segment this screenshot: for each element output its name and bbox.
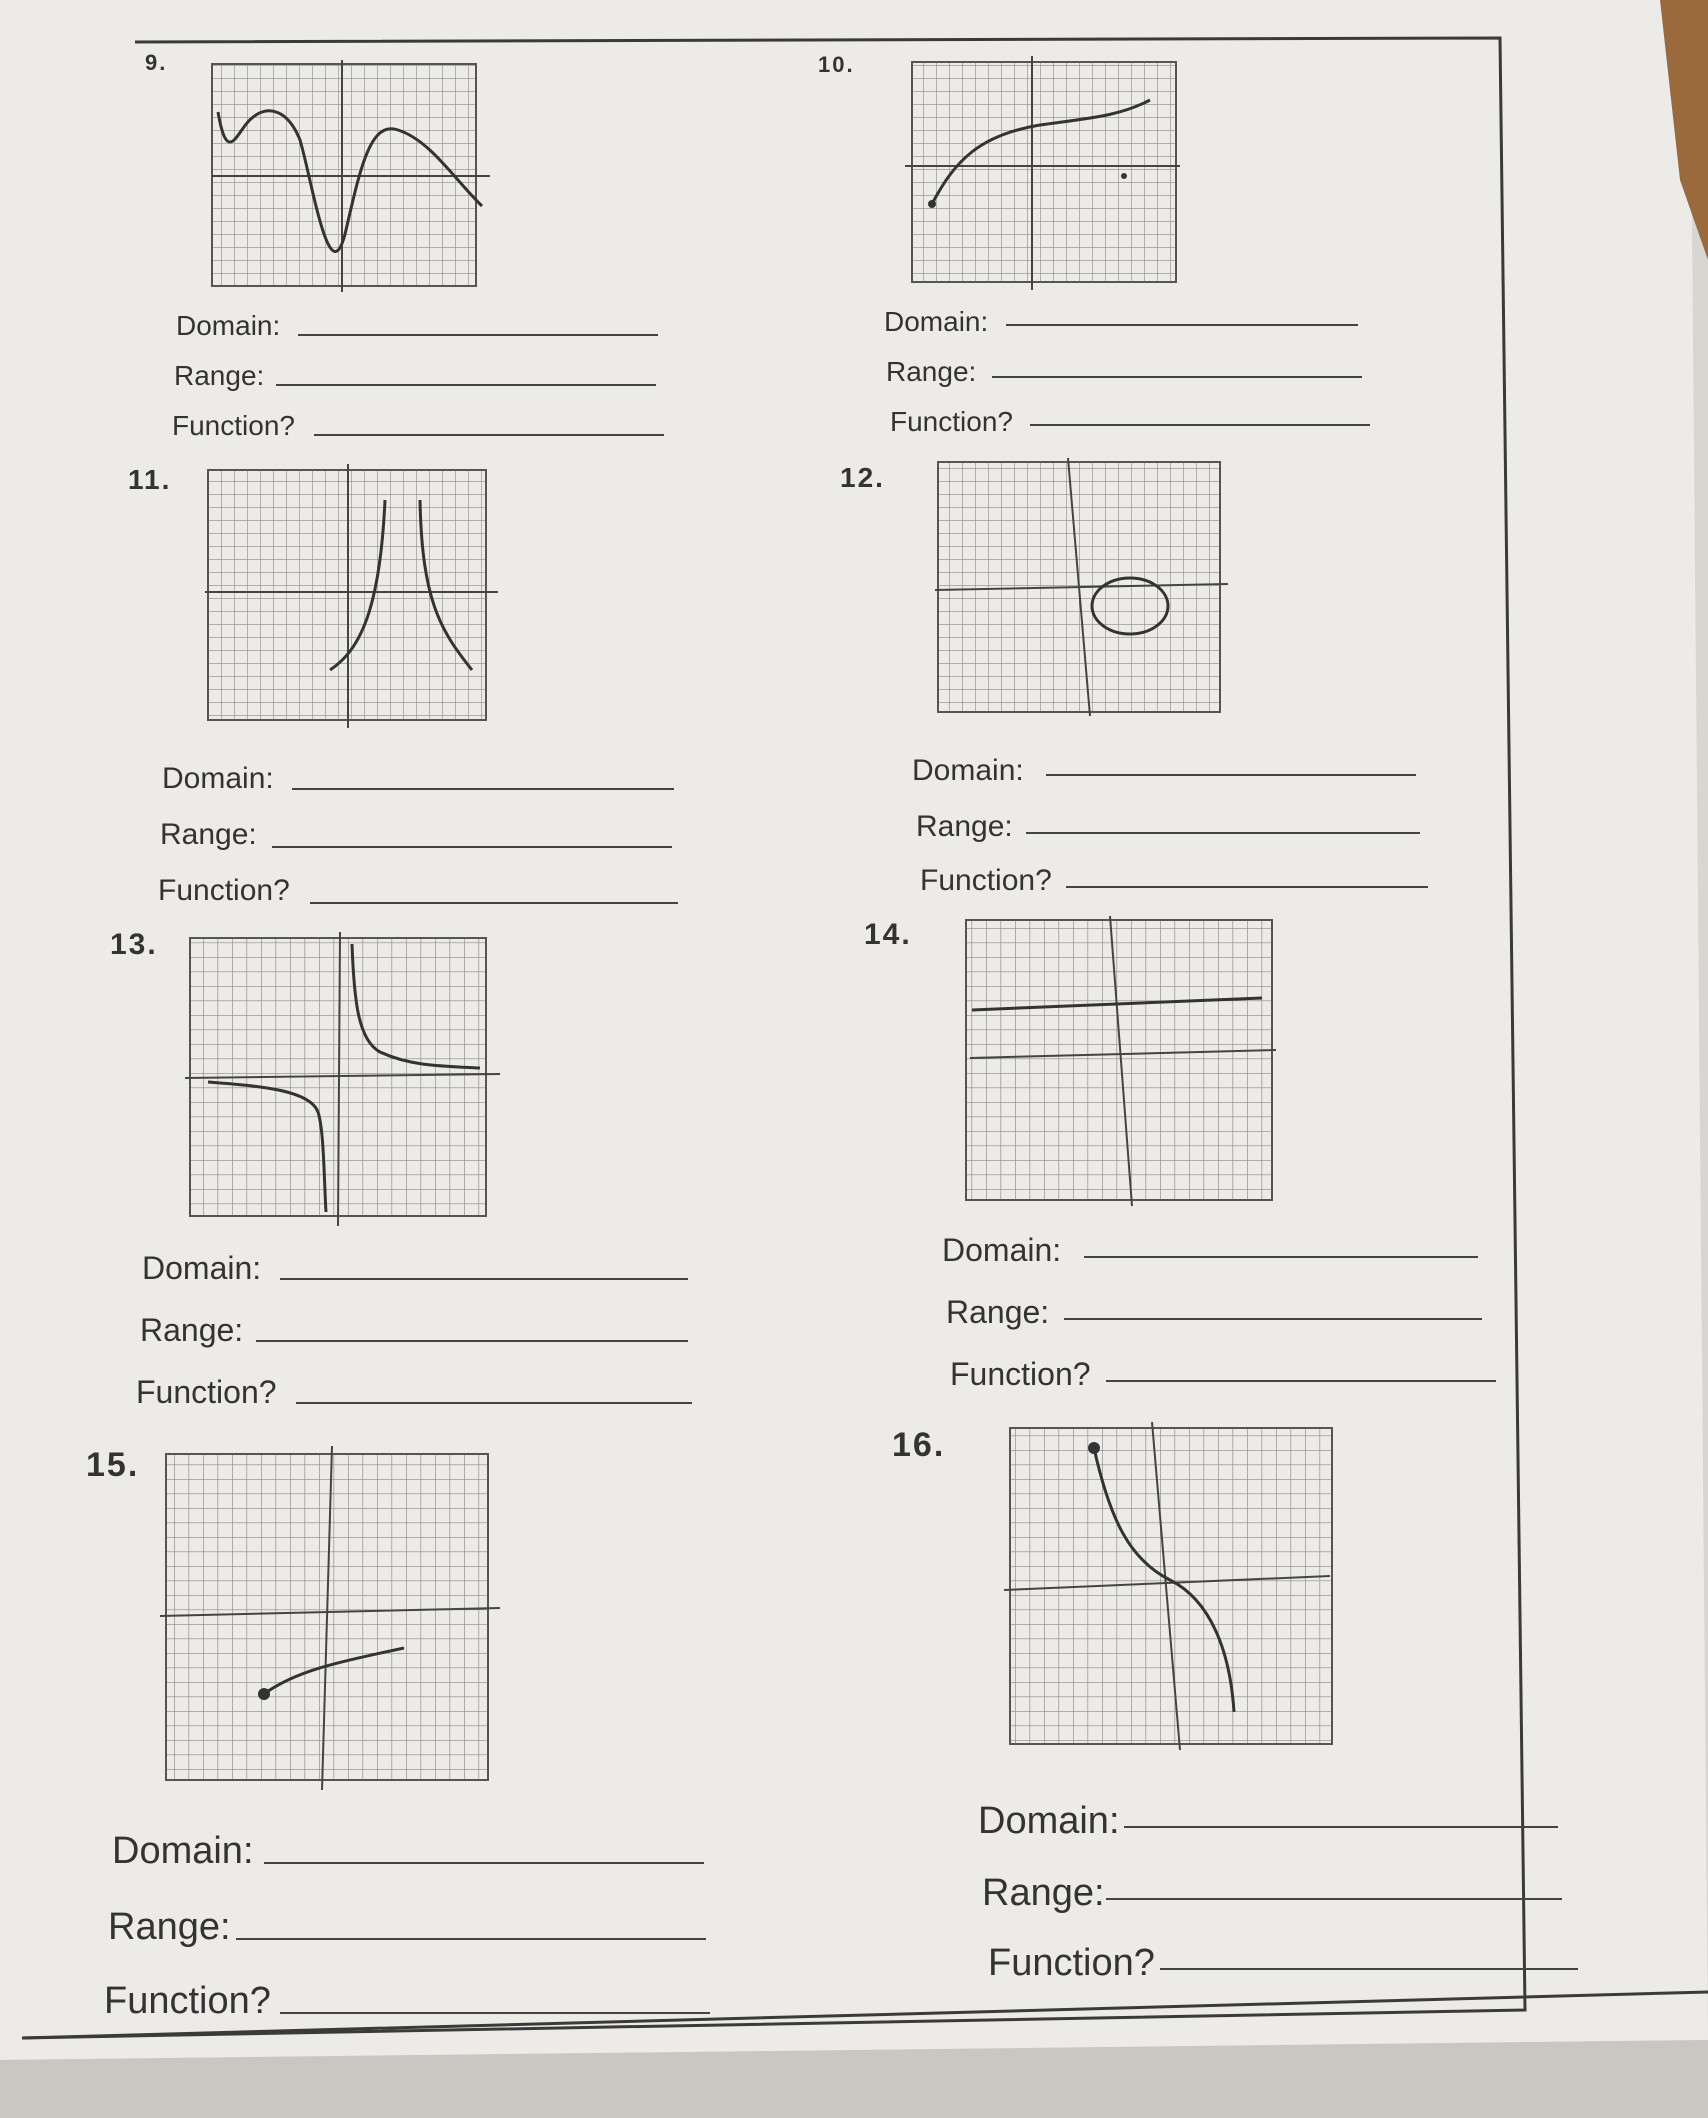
graph-11 <box>205 464 498 728</box>
function-label: Function? <box>136 1374 277 1410</box>
graph-14 <box>966 916 1276 1206</box>
problem-number: 12. <box>840 462 885 493</box>
function-answer-line[interactable] <box>310 902 678 904</box>
problem-number: 11. <box>128 464 172 495</box>
function-label: Function? <box>890 406 1013 437</box>
function-answer-line[interactable] <box>296 1402 692 1404</box>
domain-answer-line[interactable] <box>1046 774 1416 776</box>
graph-9 <box>212 60 490 292</box>
function-answer-line[interactable] <box>1106 1380 1496 1382</box>
domain-label: Domain: <box>142 1250 262 1286</box>
domain-answer-line[interactable] <box>264 1862 704 1864</box>
function-answer-line[interactable] <box>1030 424 1370 426</box>
domain-label: Domain: <box>176 310 281 341</box>
range-label: Range: <box>916 810 1013 843</box>
function-label: Function? <box>950 1356 1091 1392</box>
graph-12 <box>935 458 1228 716</box>
domain-label: Domain: <box>162 762 274 795</box>
problem-number: 10. <box>818 52 855 77</box>
range-answer-line[interactable] <box>1026 832 1420 834</box>
function-answer-line[interactable] <box>314 434 664 436</box>
function-answer-line[interactable] <box>280 2012 710 2014</box>
range-label: Range: <box>174 360 265 391</box>
problem-number: 16. <box>892 1426 946 1464</box>
function-label: Function? <box>172 410 295 441</box>
range-answer-line[interactable] <box>1106 1898 1562 1900</box>
domain-answer-line[interactable] <box>1124 1826 1558 1828</box>
function-label: Function? <box>988 1942 1155 1984</box>
domain-answer-line[interactable] <box>1084 1256 1478 1258</box>
problem-number: 9. <box>145 50 168 75</box>
domain-label: Domain: <box>884 306 989 337</box>
range-answer-line[interactable] <box>272 846 672 848</box>
problem-number: 14. <box>864 918 912 951</box>
range-label: Range: <box>982 1872 1105 1914</box>
domain-answer-line[interactable] <box>1006 324 1358 326</box>
range-label: Range: <box>886 356 977 387</box>
function-answer-line[interactable] <box>1160 1968 1578 1970</box>
function-answer-line[interactable] <box>1066 886 1428 888</box>
domain-label: Domain: <box>112 1830 254 1872</box>
domain-answer-line[interactable] <box>280 1278 688 1280</box>
domain-label: Domain: <box>978 1800 1120 1842</box>
range-answer-line[interactable] <box>256 1340 688 1342</box>
problem-number: 13. <box>110 928 158 961</box>
range-label: Range: <box>946 1294 1050 1330</box>
graph-15 <box>160 1446 500 1790</box>
range-answer-line[interactable] <box>992 376 1362 378</box>
function-label: Function? <box>158 874 290 907</box>
function-label: Function? <box>920 864 1052 897</box>
range-label: Range: <box>160 818 257 851</box>
range-answer-line[interactable] <box>236 1938 706 1940</box>
domain-label: Domain: <box>942 1232 1062 1268</box>
graph-13 <box>185 932 500 1226</box>
function-label: Function? <box>104 1980 271 2022</box>
graph-10 <box>905 56 1180 290</box>
range-label: Range: <box>140 1312 244 1348</box>
domain-answer-line[interactable] <box>292 788 674 790</box>
range-label: Range: <box>108 1906 231 1948</box>
range-answer-line[interactable] <box>1064 1318 1482 1320</box>
graph-16 <box>1004 1422 1332 1750</box>
domain-label: Domain: <box>912 754 1024 787</box>
range-answer-line[interactable] <box>276 384 656 386</box>
domain-answer-line[interactable] <box>298 334 658 336</box>
problem-number: 15. <box>86 1446 140 1484</box>
